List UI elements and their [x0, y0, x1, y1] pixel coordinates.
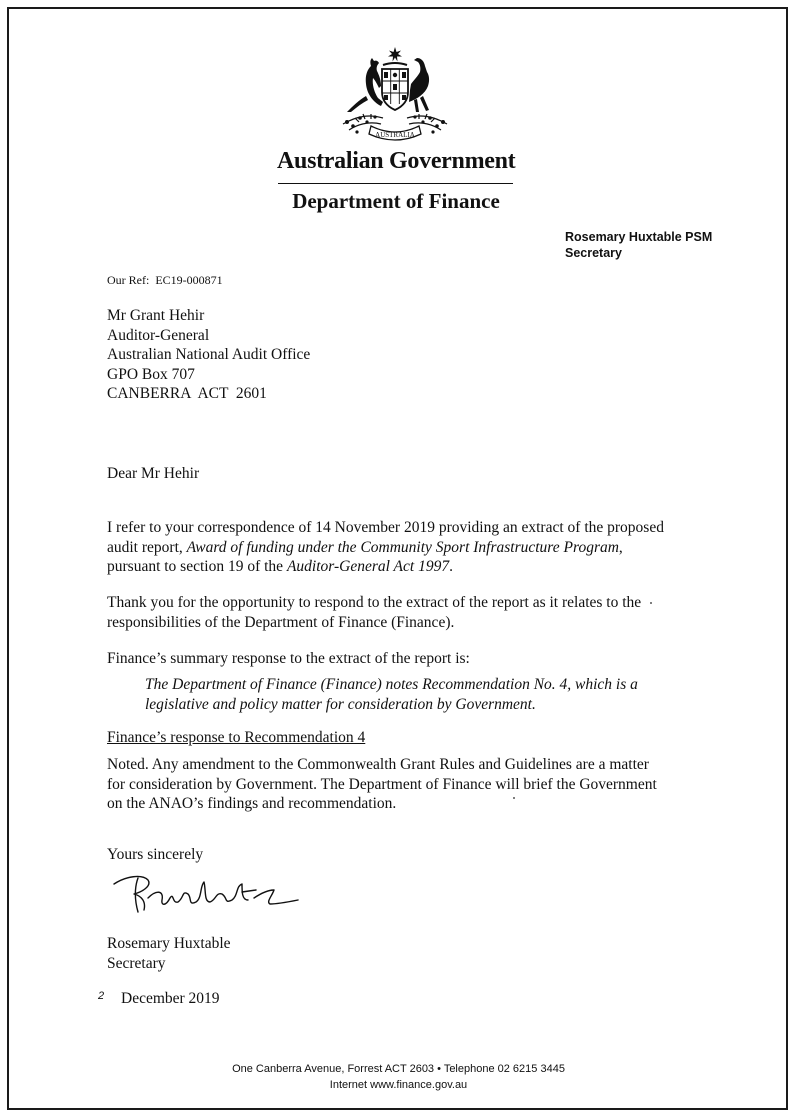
report-title: Award of funding under the Community Sport Infrastructure Program: [186, 538, 619, 556]
sender-block: [565, 229, 712, 261]
reference-value: EC19-000871: [155, 273, 223, 287]
response-heading: Finance’s response to Recommendation 4: [107, 729, 366, 746]
paragraph-line: Thank you for the opportunity to respond to the extract of the report as it relates to the: [107, 594, 642, 611]
address-line: GPO Box 707: [107, 365, 195, 383]
paragraph-line: for consideration by Government. The Department of Finance will brief the Government: [107, 775, 657, 793]
recipient-address: [107, 306, 310, 404]
paragraph-thanks: [107, 593, 707, 632]
address-line: Australian National Audit Office: [107, 346, 311, 363]
paragraph-line: I refer to your correspondence of 14 November 2019 providing an extract of the proposed: [107, 519, 664, 536]
coat-of-arms-logo: [333, 44, 457, 148]
valediction: Yours sincerely: [107, 846, 204, 863]
quote-line: legislative and policy matter for consideration by Government.: [145, 695, 536, 713]
reference-label: Our Ref:: [107, 273, 150, 287]
handwritten-signature: [108, 868, 303, 920]
text-run: .: [449, 558, 453, 575]
text-run: ,: [618, 538, 623, 556]
letterhead-divider: [278, 183, 513, 184]
sender-title: Secretary: [565, 246, 622, 260]
paragraph-line: [107, 557, 707, 577]
summary-response-quote: [145, 675, 638, 714]
text-run: pursuant to section 19 of the: [107, 558, 287, 575]
reference-line: [107, 273, 223, 288]
signer-name: Rosemary Huxtable: [107, 935, 231, 952]
paragraph-line: Finance’s summary response to the extract of the report is:: [107, 650, 470, 667]
salutation: Dear Mr Hehir: [107, 465, 200, 482]
footer-website: Internet www.finance.gov.au: [329, 1079, 468, 1091]
department-title: Department of Finance: [292, 189, 500, 213]
letter-date: December 2019: [121, 990, 220, 1007]
quote-line: The Department of Finance (Finance) notes Recommendation No. 4, which is a: [145, 676, 638, 693]
crest-motto: AUSTRALIA: [375, 131, 415, 139]
sender-name: Rosemary Huxtable PSM: [565, 230, 713, 244]
address-line: CANBERRA ACT 2601: [107, 385, 267, 402]
paragraph-line: Noted. Any amendment to the Commonwealth Grant Rules and Guidelines are a matter: [107, 756, 649, 773]
footer-address: One Canberra Avenue, Forrest ACT 2603 • Telephone 02 6215 3445: [232, 1063, 565, 1075]
text-run: audit report,: [107, 538, 187, 556]
paragraph-correspondence: [107, 518, 707, 577]
handwritten-date-day: 2: [98, 990, 105, 1002]
scan-speck: [513, 797, 515, 799]
paragraph-line: on the ANAO’s findings and recommendation.: [107, 795, 397, 812]
paragraph-response: [107, 755, 707, 814]
scan-speck: [650, 602, 652, 604]
signer-block: [107, 934, 231, 973]
paragraph-line: [107, 538, 707, 558]
address-line: Auditor-General: [107, 326, 210, 344]
paragraph-line: responsibilities of the Department of Finance (Finance).: [107, 613, 455, 631]
government-title: Australian Government: [277, 148, 516, 174]
paragraph-summary-intro: [107, 649, 707, 669]
address-line: Mr Grant Hehir: [107, 307, 205, 324]
signer-title: Secretary: [107, 954, 166, 972]
act-title: Auditor-General Act 1997: [286, 558, 450, 575]
